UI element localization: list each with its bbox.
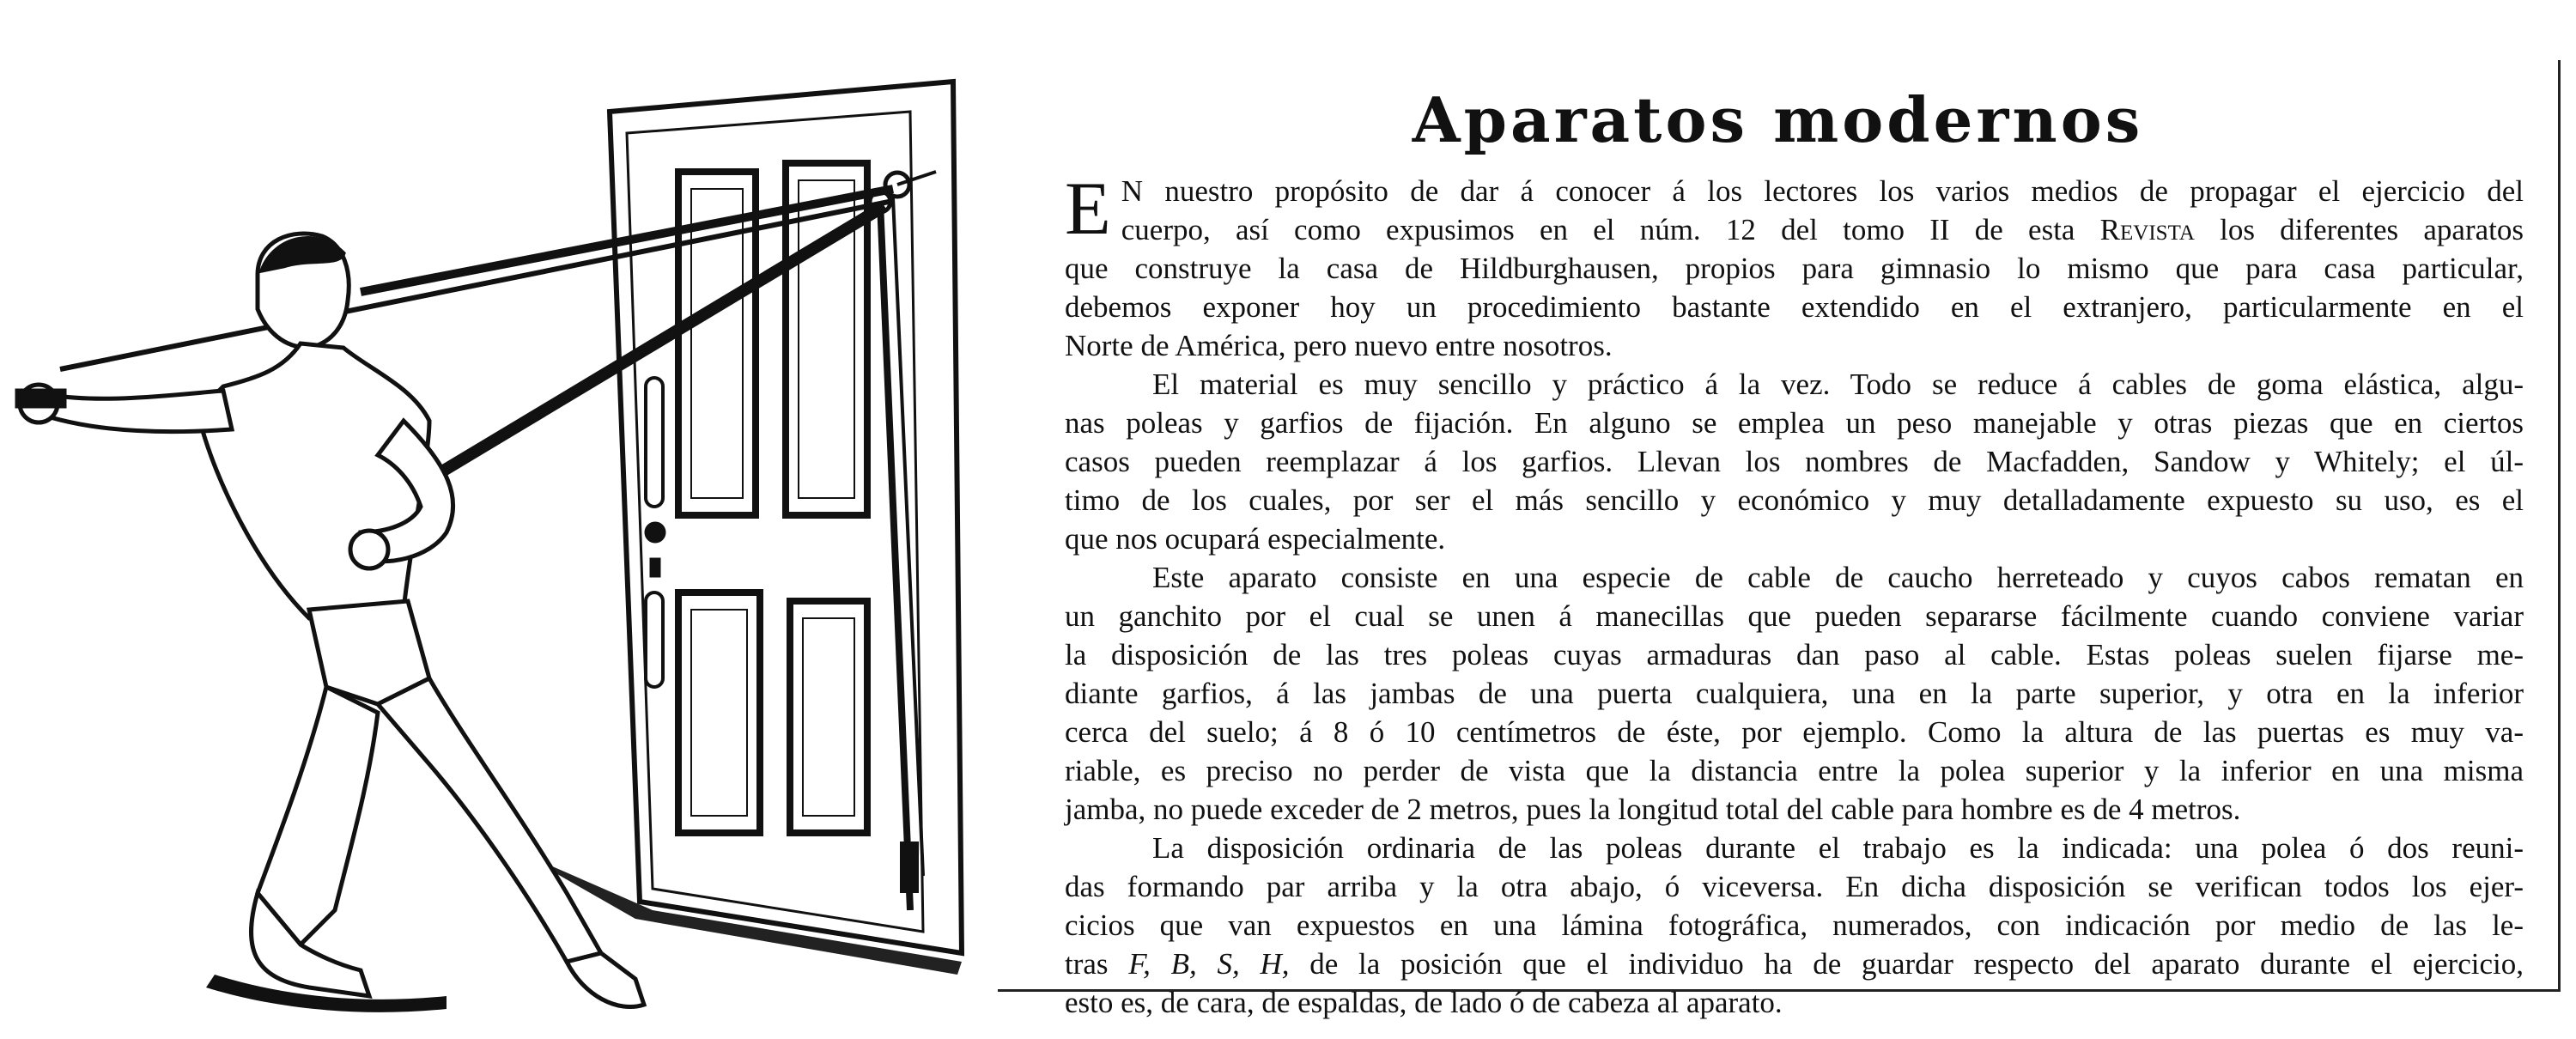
text-line: cerca del suelo; á 8 ó 10 centímetros de éste, por ejemplo. Como la altura de las puertas es muy va- <box>1065 715 2524 749</box>
text-line: N nuestro propósito de dar á conocer á los lectores los varios medios de propagar el ejercicio del <box>1121 174 2524 208</box>
text-line: Norte de América, pero nuevo entre nosotros. <box>1065 329 1613 362</box>
text-line: que nos ocupará especialmente. <box>1065 522 1446 556</box>
text-line: cuerpo, así como expusimos en el núm. 12 del tomo II de esta Revista los diferentes aparatos <box>1121 213 2524 246</box>
text-line: jamba, no puede exceder de 2 metros, pues la longitud total del cable para hombre es de 4 metros. <box>1065 793 2241 826</box>
text-line: un ganchito por el cual se unen á manecillas que pueden separarse fácilmente cuando conviene variar <box>1065 599 2524 633</box>
text-line: diante garfios, á las jambas de una puerta cualquiera, una en la parte superior, y otra en la inferior <box>1065 677 2524 710</box>
text-line: que construye la casa de Hildburghausen, propios para gimnasio lo mismo que para casa particular, <box>1065 252 2524 285</box>
article <box>998 60 2561 1019</box>
text-line: debemos exponer hoy un procedimiento bastante extendido en el extranjero, particularmente en el <box>1065 290 2524 324</box>
article-body <box>1065 167 2524 1022</box>
article-title: Aparatos modernos <box>1412 83 2144 156</box>
text-line: riable, es preciso no perder de vista que la distancia entre la polea superior y la inferior en una misma <box>1065 754 2524 787</box>
text-line: timo de los cuales, por ser el más sencillo y económico y muy detalladamente expuesto su uso, es el <box>1065 483 2524 517</box>
man-figure <box>17 234 644 1012</box>
text-line: das formando par arriba y la otra abajo, ó viceversa. En dicha disposición se verifican todos los ejer- <box>1065 870 2524 903</box>
text-line: cicios que van expuestos en una lámina fotográfica, numerados, con indicación por medio de las le- <box>1065 908 2524 942</box>
text-line: tras F, B, S, H, de la posición que el individuo ha de guardar respecto del aparato durante el ejercicio, <box>1065 947 2524 981</box>
text-line: la disposición de las tres poleas cuyas armaduras dan paso al cable. Estas poleas suelen fijarse me- <box>1065 638 2524 671</box>
drop-cap: E <box>1065 167 1111 251</box>
text-line: nas poleas y garfios de fijación. En alguno se emplea un peso manejable y otras piezas que en ciertos <box>1065 406 2524 440</box>
text-line: casos pueden reemplazar á los garfios. Llevan los nombres de Macfadden, Sandow y Whitely; el úl- <box>1065 445 2524 478</box>
text-line: Este aparato consiste en una especie de cable de caucho herreteado y cuyos cabos rematan en <box>1152 561 2524 594</box>
text-line: La disposición ordinaria de las poleas durante el trabajo es la indicada: una polea ó dos reuni- <box>1152 831 2524 865</box>
exerciser-door-illustration <box>0 52 979 1030</box>
text-line: esto es, de cara, de espaldas, de lado ó de cabeza al aparato. <box>1065 986 1783 1019</box>
text-line: El material es muy sencillo y práctico á la vez. Todo se reduce á cables de goma elástica, algu- <box>1152 368 2524 401</box>
